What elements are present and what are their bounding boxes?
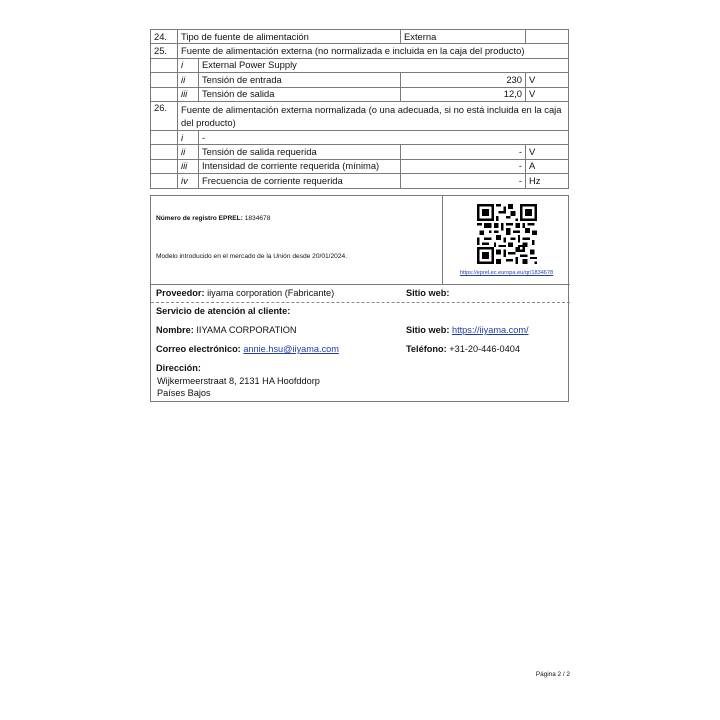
table-row xyxy=(151,87,569,101)
sub-value: 230 xyxy=(401,73,526,87)
row-number-empty xyxy=(151,145,178,159)
sub-label: Frecuencia de corriente requerida xyxy=(199,174,401,188)
address-line-1: Wijkermeerstraat 8, 2131 HA Hoofddorp xyxy=(157,376,320,386)
spec-table xyxy=(150,29,569,189)
table-row xyxy=(151,44,569,58)
sub-value: - xyxy=(401,145,526,159)
row-number-empty xyxy=(151,174,178,188)
service-name-line xyxy=(156,325,297,335)
supplier-value: iiyama corporation (Fabricante) xyxy=(207,288,335,298)
supplier-web-line xyxy=(406,288,449,298)
table-row xyxy=(151,159,569,173)
row-label: Tipo de fuente de alimentación xyxy=(178,30,401,44)
service-name-value: IIYAMA CORPORATION xyxy=(196,325,297,335)
sub-label: - xyxy=(199,130,569,144)
sub-index: ii xyxy=(178,73,199,87)
service-heading: Servicio de atención al cliente: xyxy=(156,306,291,316)
sub-label: Intensidad de corriente requerida (mínima) xyxy=(199,159,401,173)
service-email-link[interactable]: annie.hsu@iiyama.com xyxy=(243,344,339,354)
sub-unit: A xyxy=(526,159,569,173)
sub-index: iii xyxy=(178,159,199,173)
sub-value: 12,0 xyxy=(401,87,526,101)
supplier-info-card xyxy=(150,195,569,402)
service-phone-line xyxy=(406,344,520,354)
sub-label: Tensión de salida xyxy=(199,87,401,101)
table-row xyxy=(151,58,569,72)
dashed-divider xyxy=(151,302,570,303)
row-value: Externa xyxy=(401,30,526,44)
row-label: Fuente de alimentación externa (no normalizada e incluida en la caja del producto) xyxy=(178,44,569,58)
table-row xyxy=(151,30,569,44)
table-row xyxy=(151,174,569,188)
sub-index: ii xyxy=(178,145,199,159)
page-number: Página 2 / 2 xyxy=(535,671,570,678)
row-number: 25. xyxy=(151,44,178,58)
row-number: 26. xyxy=(151,101,178,130)
service-phone-label: Teléfono: xyxy=(406,344,447,354)
row-number-empty xyxy=(151,87,178,101)
service-web-link[interactable]: https://iiyama.com/ xyxy=(451,325,529,335)
sub-unit: V xyxy=(526,145,569,159)
qr-section xyxy=(443,196,570,284)
supplier-line xyxy=(156,288,334,298)
service-phone-value: +31-20-446-0404 xyxy=(449,344,520,354)
table-row xyxy=(151,145,569,159)
qr-code-icon[interactable] xyxy=(477,204,537,264)
address-label: Dirección: xyxy=(156,363,201,373)
sub-unit: V xyxy=(526,73,569,87)
address-line-2: Países Bajos xyxy=(157,388,211,398)
registration-label: Número de registro EPREL: xyxy=(156,215,243,222)
registration-line xyxy=(156,215,270,222)
row-number-empty xyxy=(151,159,178,173)
supplier-web-label: Sitio web: xyxy=(406,288,450,298)
service-web-label: Sitio web: xyxy=(406,325,450,335)
market-date-text: Modelo introducido en el mercado de la Unión desde 20/01/2024. xyxy=(156,253,347,260)
sub-label: Tensión de entrada xyxy=(199,73,401,87)
service-email-line xyxy=(156,344,339,354)
row-number-empty xyxy=(151,130,178,144)
registration-section xyxy=(151,196,443,284)
qr-link[interactable]: https://eprel.ec.europa.eu/qr/1834678 xyxy=(459,270,554,276)
table-row xyxy=(151,130,569,144)
sub-value: - xyxy=(401,159,526,173)
sub-unit: V xyxy=(526,87,569,101)
row-unit xyxy=(526,30,569,44)
sub-label: External Power Supply xyxy=(199,58,569,72)
row-number: 24. xyxy=(151,30,178,44)
table-row xyxy=(151,101,569,130)
divider xyxy=(151,284,570,285)
service-name-label: Nombre: xyxy=(156,325,194,335)
row-number-empty xyxy=(151,58,178,72)
sub-index: iv xyxy=(178,174,199,188)
sub-value: - xyxy=(401,174,526,188)
row-label: Fuente de alimentación externa normalizada (o una adecuada, si no está incluida en la caja del producto) xyxy=(178,101,569,130)
sub-label: Tensión de salida requerida xyxy=(199,145,401,159)
sub-index: i xyxy=(178,130,199,144)
service-web-line xyxy=(406,325,529,335)
service-email-label: Correo electrónico: xyxy=(156,344,241,354)
table-row xyxy=(151,73,569,87)
registration-number: 1834678 xyxy=(244,215,271,222)
sub-index: iii xyxy=(178,87,199,101)
sub-unit: Hz xyxy=(526,174,569,188)
row-number-empty xyxy=(151,73,178,87)
sub-index: i xyxy=(178,58,199,72)
supplier-label: Proveedor: xyxy=(156,288,205,298)
